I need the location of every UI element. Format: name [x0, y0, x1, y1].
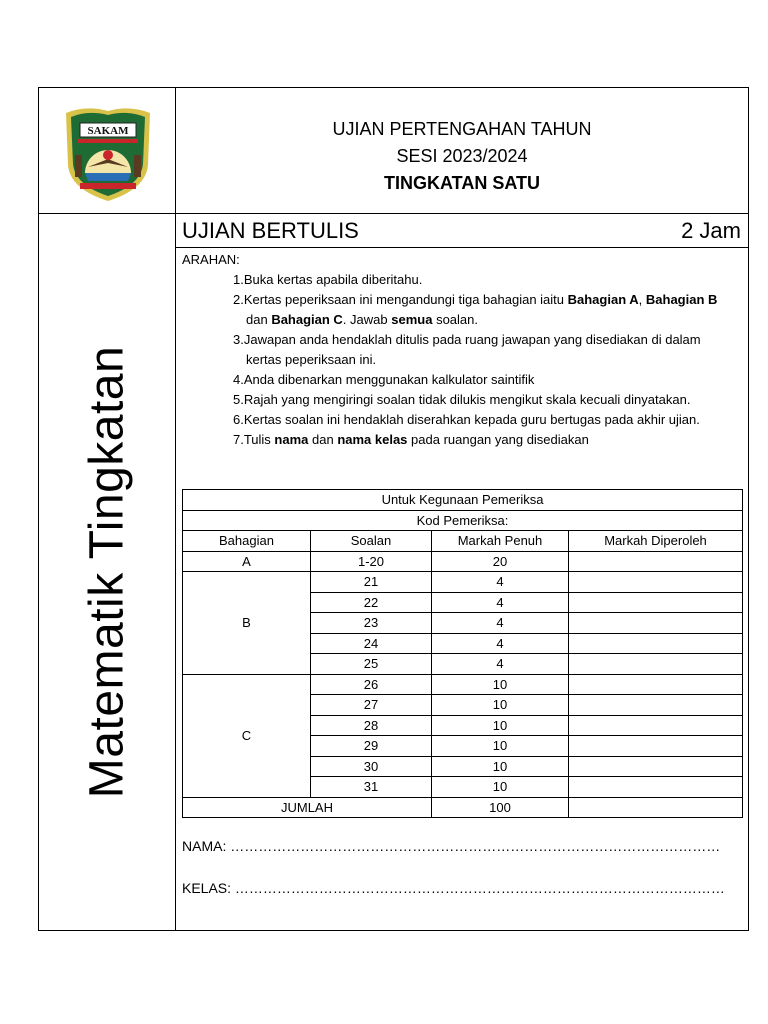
instruction-emphasis: Bahagian B — [645, 292, 718, 307]
marks-obtained-cell[interactable] — [569, 572, 743, 593]
column-header: Markah Diperoleh — [569, 531, 743, 552]
question-cell: 26 — [311, 674, 432, 695]
class-field[interactable]: KELAS: …………………………………………………………………………………………… — [182, 880, 725, 896]
exam-form: TINGKATAN SATU — [384, 173, 540, 193]
instruction-number: 7. — [233, 432, 244, 447]
full-marks-cell: 10 — [432, 695, 569, 716]
question-cell: 23 — [311, 613, 432, 634]
full-marks-cell: 10 — [432, 674, 569, 695]
full-marks-cell: 10 — [432, 715, 569, 736]
marks-obtained-cell[interactable] — [569, 777, 743, 798]
question-cell: 1-20 — [311, 551, 432, 572]
instruction-item — [233, 390, 733, 410]
table-header-row — [183, 531, 743, 552]
marks-obtained-cell[interactable] — [569, 695, 743, 716]
question-cell: 29 — [311, 736, 432, 757]
school-crest-icon — [58, 103, 158, 203]
paper-type: UJIAN BERTULIS — [182, 218, 359, 243]
instruction-emphasis: nama kelas — [337, 432, 408, 447]
instruction-item — [233, 370, 733, 390]
section-cell: C — [183, 674, 311, 797]
instruction-item — [233, 270, 733, 290]
svg-text:SAKAM: SAKAM — [87, 125, 129, 137]
column-header: Markah Penuh — [432, 531, 569, 552]
column-header: Soalan — [311, 531, 432, 552]
instruction-text: dan — [246, 312, 272, 327]
table-title: Untuk Kegunaan Pemeriksa — [183, 490, 743, 511]
instruction-number: 1. — [233, 272, 244, 287]
instruction-text: Kertas soalan ini hendaklah diserahkan kepada guru bertugas pada akhir ujian. — [243, 412, 700, 427]
instruction-number: 5. — [233, 392, 244, 407]
instruction-text: pada ruangan yang disediakan — [407, 432, 589, 447]
table-row — [183, 572, 743, 593]
instruction-text: . Jawab — [342, 312, 392, 327]
full-marks-cell: 4 — [432, 633, 569, 654]
marks-obtained-cell[interactable] — [569, 715, 743, 736]
instruction-text: Kertas peperiksaan ini mengandungi tiga bahagian iaitu — [243, 292, 568, 307]
question-cell: 25 — [311, 654, 432, 675]
total-label: JUMLAH — [183, 797, 432, 818]
full-marks-cell: 10 — [432, 777, 569, 798]
instruction-emphasis: semua — [391, 312, 433, 327]
marks-obtained-cell[interactable] — [569, 674, 743, 695]
paper-bar — [176, 214, 749, 248]
instruction-number: 6. — [233, 412, 244, 427]
table-title-row — [183, 490, 743, 511]
table-subtitle-row — [183, 510, 743, 531]
full-marks-cell: 4 — [432, 613, 569, 634]
question-cell: 30 — [311, 756, 432, 777]
full-marks-cell: 4 — [432, 654, 569, 675]
marks-obtained-cell[interactable] — [569, 613, 743, 634]
instruction-text: soalan. — [432, 312, 478, 327]
subject-title: Matematik Tingkatan — [80, 345, 133, 799]
full-marks-cell: 10 — [432, 736, 569, 757]
full-marks-cell: 20 — [432, 551, 569, 572]
instruction-item — [233, 330, 733, 370]
examiner-code: Kod Pemeriksa: — [183, 510, 743, 531]
total-obtained-cell[interactable] — [569, 797, 743, 818]
full-marks-cell: 10 — [432, 756, 569, 777]
instruction-number: 4. — [233, 372, 244, 387]
marks-obtained-cell[interactable] — [569, 736, 743, 757]
paper-duration: 2 Jam — [681, 218, 741, 243]
instruction-emphasis: Bahagian A — [567, 292, 639, 307]
question-cell: 24 — [311, 633, 432, 654]
total-row — [183, 797, 743, 818]
question-cell: 22 — [311, 592, 432, 613]
instruction-emphasis: Bahagian C — [271, 312, 343, 327]
question-cell: 21 — [311, 572, 432, 593]
instruction-item — [233, 410, 733, 430]
instruction-item — [233, 430, 733, 450]
instruction-item — [233, 290, 733, 330]
subject-column — [38, 213, 175, 931]
table-row — [183, 674, 743, 695]
instruction-text: dan — [308, 432, 338, 447]
question-cell: 27 — [311, 695, 432, 716]
instructions-heading: ARAHAN: — [182, 252, 240, 267]
instructions-list — [233, 270, 733, 450]
exam-title-block — [176, 116, 748, 197]
instruction-text: Tulis — [243, 432, 275, 447]
instruction-text: Jawapan anda hendaklah ditulis pada ruang jawapan yang disediakan di dalam kertas peperiksaan ini. — [243, 332, 701, 367]
instruction-text: , — [638, 292, 646, 307]
marks-obtained-cell[interactable] — [569, 654, 743, 675]
full-marks-cell: 4 — [432, 592, 569, 613]
instruction-number: 2. — [233, 292, 244, 307]
column-header: Bahagian — [183, 531, 311, 552]
instruction-text: Rajah yang mengiringi soalan tidak dilukis mengikut skala kecuali dinyatakan. — [243, 392, 691, 407]
name-field[interactable]: NAMA: …………………………………………………………………………………………… — [182, 838, 721, 854]
instruction-text: Buka kertas apabila diberitahu. — [243, 272, 423, 287]
table-row — [183, 551, 743, 572]
question-cell: 28 — [311, 715, 432, 736]
exam-session: SESI 2023/2024 — [396, 146, 528, 166]
exam-title: UJIAN PERTENGAHAN TAHUN — [332, 119, 592, 139]
section-cell: B — [183, 572, 311, 675]
total-value: 100 — [432, 797, 569, 818]
instruction-text: Anda dibenarkan menggunakan kalkulator saintifik — [243, 372, 535, 387]
full-marks-cell: 4 — [432, 572, 569, 593]
marks-obtained-cell[interactable] — [569, 633, 743, 654]
section-cell: A — [183, 551, 311, 572]
instruction-number: 3. — [233, 332, 244, 347]
question-cell: 31 — [311, 777, 432, 798]
marks-obtained-cell[interactable] — [569, 592, 743, 613]
marks-obtained-cell[interactable] — [569, 551, 743, 572]
marks-table — [182, 489, 743, 818]
marks-obtained-cell[interactable] — [569, 756, 743, 777]
instruction-emphasis: nama — [274, 432, 309, 447]
